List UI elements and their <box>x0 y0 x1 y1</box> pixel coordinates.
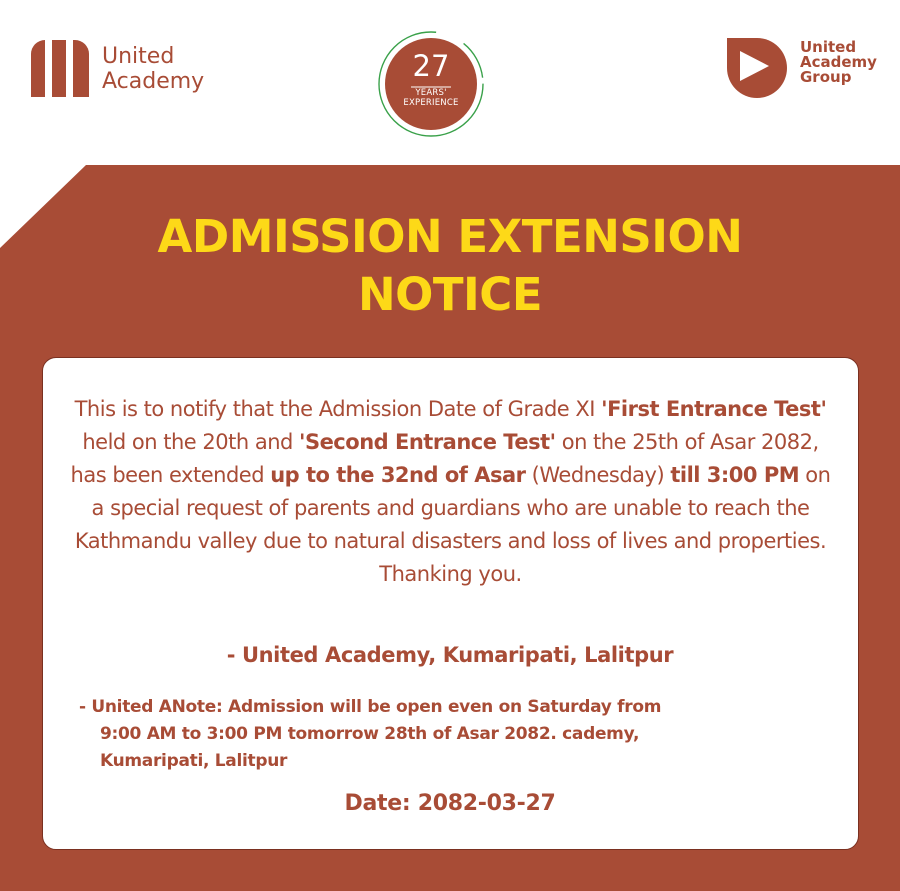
left-logo-line1: United <box>102 43 175 69</box>
badge-number: 27 <box>412 49 450 83</box>
right-logo-line2: Academy <box>800 53 877 71</box>
body-text-1: This is to notify that the Admission Date of Grade XI <box>74 397 602 421</box>
notice-note <box>79 694 769 775</box>
right-logo-line3: Group <box>800 68 852 86</box>
note-line1: - United ANote: Admission will be open even on Saturday from <box>79 697 662 717</box>
notice-signature: - United Academy, Kumaripati, Lalitpur <box>226 643 674 667</box>
badge-ring-icon <box>375 28 487 140</box>
body-text-4: (Wednesday) <box>525 463 671 487</box>
badge-years-label: YEARS' <box>415 88 447 98</box>
notice-title-line1: ADMISSION EXTENSION <box>157 210 743 263</box>
first-entrance-test-emphasis: 'First Entrance Test' <box>601 397 827 421</box>
header <box>0 0 900 165</box>
notice-title <box>100 208 800 324</box>
note-line2: 9:00 AM to 3:00 PM tomorrow 28th of Asar 2082. cademy, <box>100 724 640 744</box>
notice-title-line2: NOTICE <box>357 268 543 321</box>
extended-date-emphasis: up to the 32nd of Asar <box>270 463 526 487</box>
united-academy-logo[interactable] <box>31 40 204 97</box>
right-logo-line1: United <box>800 38 857 56</box>
united-academy-group-logo[interactable] <box>727 38 877 98</box>
united-academy-group-icon <box>727 38 787 98</box>
badge-experience-label: EXPERIENCE <box>403 98 459 108</box>
body-text-5: on a special request of parents and guardians who are unable to reach the Kathmandu valley due to natural disasters and loss of lives and properties. Thanking you. <box>74 463 831 586</box>
deadline-time-emphasis: till 3:00 PM <box>670 463 800 487</box>
second-entrance-test-emphasis: 'Second Entrance Test' <box>299 430 556 454</box>
notice-body <box>64 393 837 591</box>
body-text-3: on the 25th of Asar 2082, has been extended <box>70 430 819 487</box>
note-line3: Kumaripati, Lalitpur <box>100 751 288 771</box>
notice-date: Date: 2082-03-27 <box>344 791 556 816</box>
body-text-2: held on the 20th and <box>82 430 300 454</box>
united-academy-bars-icon <box>31 40 89 97</box>
experience-badge <box>375 28 487 140</box>
left-logo-line2: Academy <box>102 68 205 94</box>
